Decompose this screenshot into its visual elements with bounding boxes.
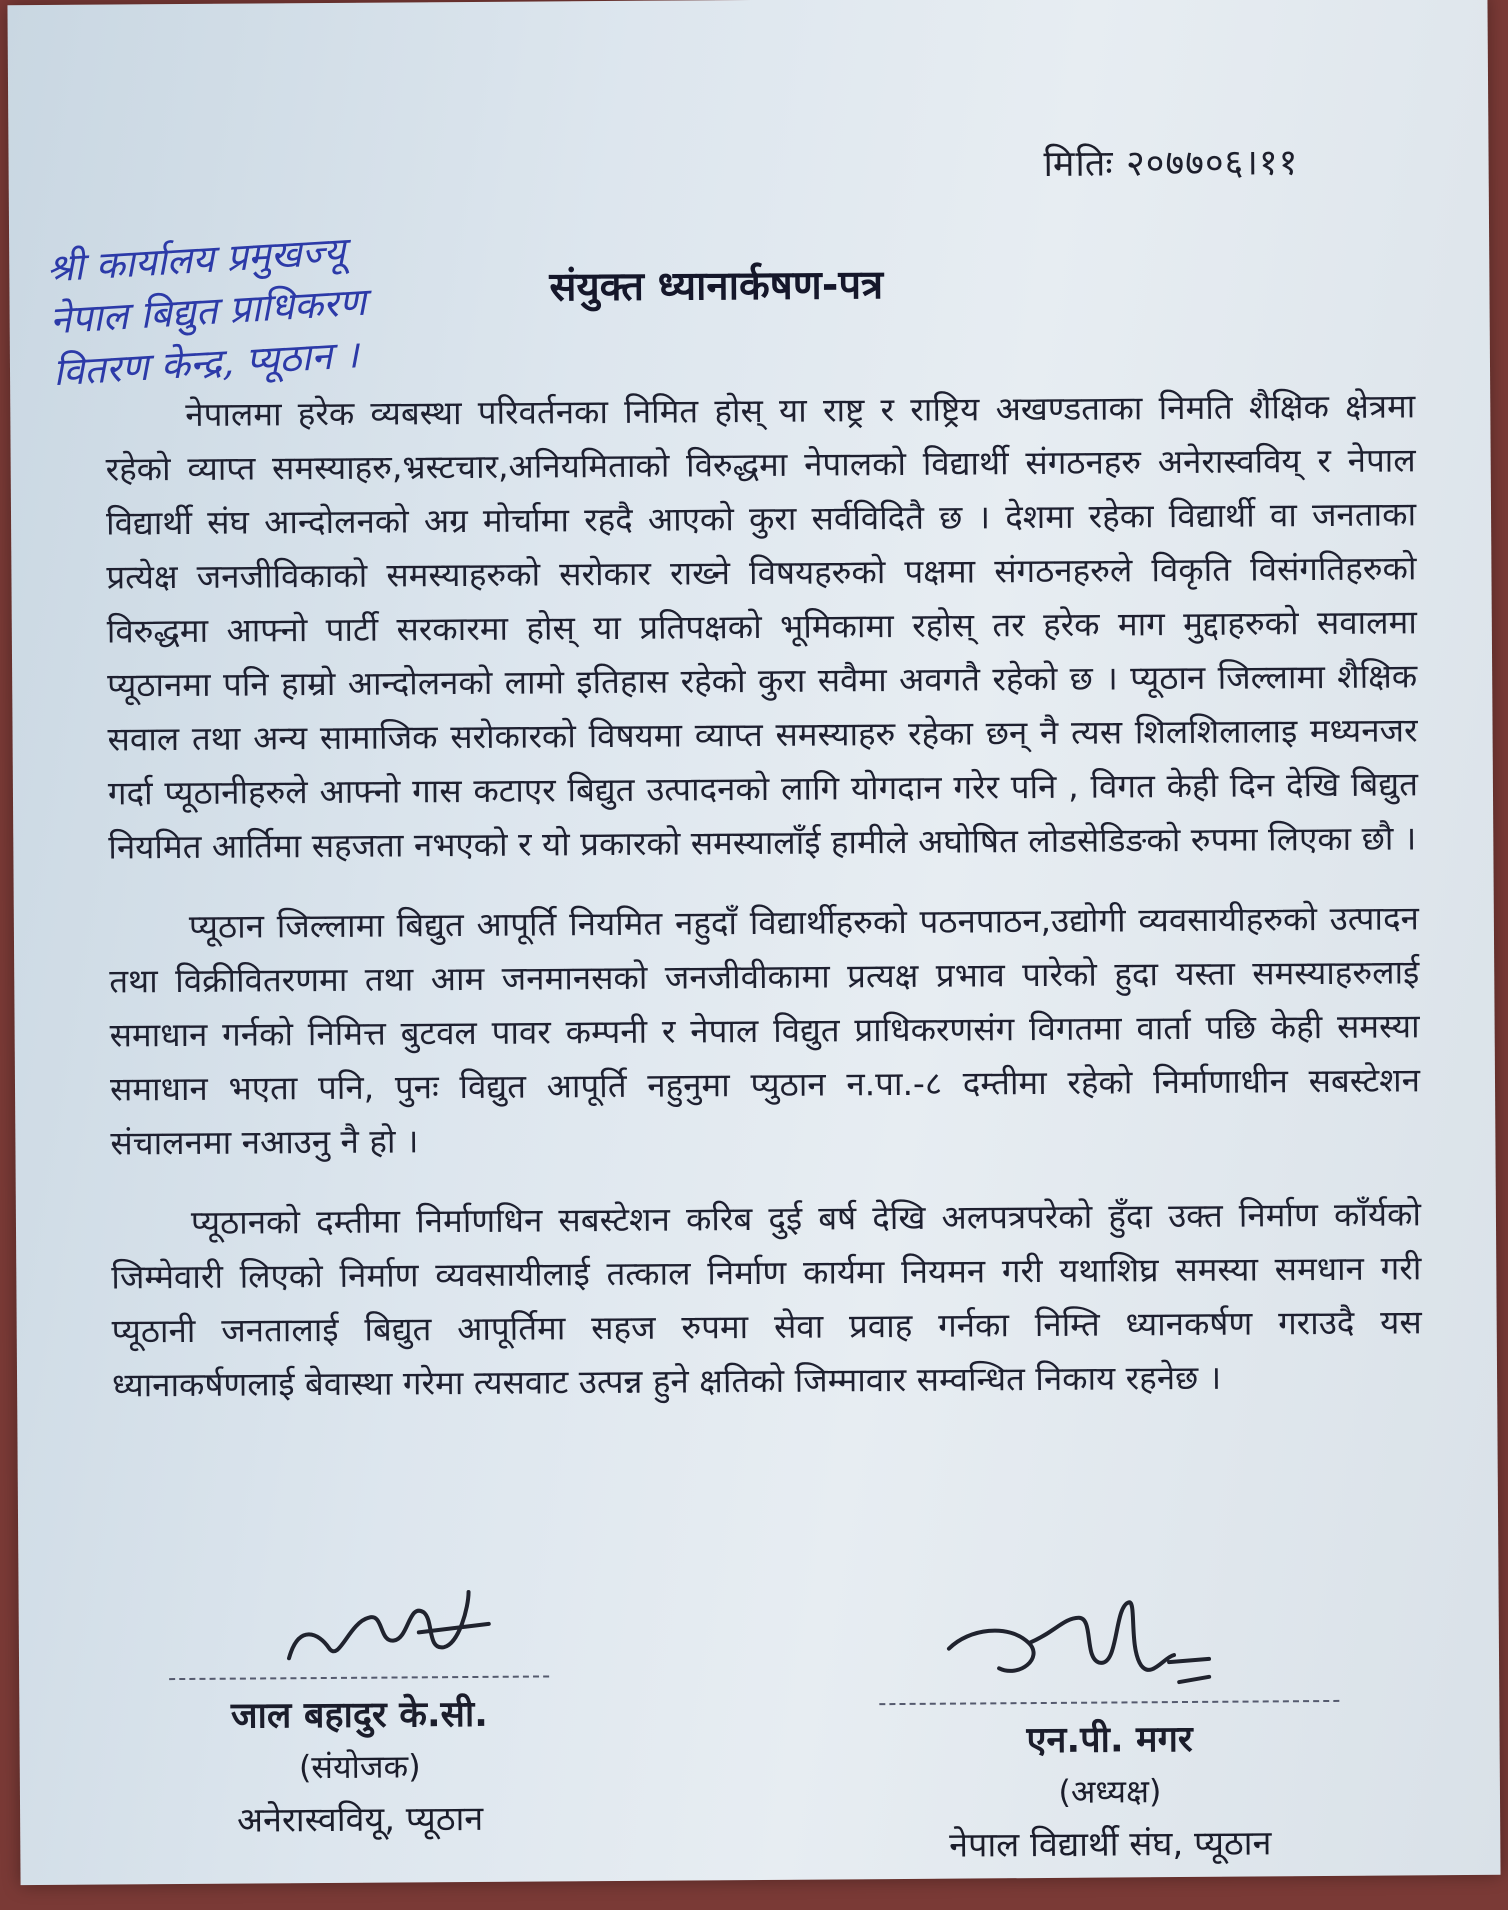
body-paragraph: नेपालमा हरेक व्यबस्था परिवर्तनका निमित होस् या राष्ट्र र राष्ट्रिय अखण्डताका निमति शैक्षिक क्षेत्रमा रहेको व्याप्त समस्याहरु,भ्रस्टचार,अनियमिताको विरुद्धमा नेपालको विद्यार्थी संगठनहरु अनेरास्वविय्‌ र नेपाल विद्यार्थी संघ आन्दोलनको अग्र मोर्चामा रहदै आएको कुरा सर्वविदितै छ । देशमा रहेका विद्यार्थी वा जनताका प्रत्येक्ष जनजीविकाको समस्याहरुको सरोकार राख्ने विषयहरुको पक्षमा संगठनहरुले विकृति विसंगतिहरुको विरुद्धमा आफ्नो पार्टी सरकारमा होस् या प्रतिपक्षको भूमिकामा रहोस् तर हरेक माग मुद्दाहरुको सवालमा प्यूठानमा पनि हाम्रो आन्दोलनको लामो इतिहास रहेको कुरा सवैमा अवगतै रहेको छ । प्यूठान जिल्लामा शैक्षिक सवाल तथा अन्य सामाजिक सरोकारको विषयमा व्याप्त समस्याहरु रहेका छन् नै त्यस शिलशिलालाइ मध्यनजर गर्दा प्यूठानीहरुले आफ्नो गास कटाएर बिद्युत उत्पादनको लागि योगदान गरेर पनि , विगत केही दिन देखि बिद्युत नियमित आर्तिमा सहजता नभएको र यो प्रकारको समस्यालाँई हामीले अघोषित लोडसेडिङको रुपमा लिएका छौ । <box>105 386 1419 867</box>
signatory-role: (अध्यक्ष) <box>1058 1772 1162 1811</box>
letter-paper <box>7 0 1500 1885</box>
signatory-org: नेपाल विद्यार्थी संघ, प्यूठान <box>949 1823 1272 1866</box>
signatory-right <box>879 1586 1341 1873</box>
signatory-name: एन.पी. मगर <box>1026 1718 1193 1762</box>
recipient-line: श्री कार्यालय प्रमुखज्यू <box>45 228 347 291</box>
handwritten-signature <box>168 1561 549 1674</box>
signatory-org: अनेरास्ववियू, प्यूठान <box>236 1798 484 1841</box>
letter-title: संयुक्त ध्यानार्कषण-पत्र <box>549 262 884 311</box>
body-paragraph: प्यूठान जिल्लामा बिद्युत आपूर्ति नियमित नहुदाँ विद्यार्थीहरुको पठनपाठन,उद्योगी व्यवसायीहरुको उत्पादन तथा विक्रीवितरणमा तथा आम जनमानसको जनजीवीकामा प्रत्यक्ष प्रभाव पारेको हुदा यस्ता समस्याहरुलाई समाधान गर्नको निमित्त बुटवल पावर कम्पनी र नेपाल विद्युत प्राधिकरणसंग विगतमा वार्ता पछि केही समस्या समाधान भएता पनि, पुनः विद्युत आपूर्ति नहुनुमा प्युठान न.पा.-८ दम्तीमा रहेको निर्माणाधीन सबस्टेशन संचालनमा नआउनु नै हो । <box>109 898 1421 1163</box>
letter-date: मितिः २०७७०६।११ <box>1043 142 1299 185</box>
recipient-line: नेपाल बिद्युत प्राधिकरण <box>48 279 368 343</box>
signature-line <box>169 1675 549 1680</box>
signatory-name: जाल बहादुर के.सी. <box>230 1693 489 1737</box>
recipient-line: वितरण केन्द्र, प्यूठान । <box>51 332 360 395</box>
signature-line <box>879 1700 1339 1705</box>
signatory-role: (संयोजक) <box>298 1747 421 1787</box>
handwritten-signature <box>879 1586 1340 1699</box>
letter-body <box>105 379 1422 1438</box>
signatory-left <box>168 1561 550 1848</box>
body-paragraph: प्यूठानको दम्तीमा निर्माणधिन सबस्टेशन करिब दुई बर्ष देखि अलपत्रपरेको हुँदा उक्त निर्माण काँर्यको जिम्मेवारी लिएको निर्माण व्यवसायीलाई तत्काल निर्माण कार्यमा नियमन गरी यथाशिघ्र समस्या समधान गरी प्यूठानी जनतालाई बिद्युत आपूर्तिमा सहज रुपमा सेवा प्रवाह गर्नका निम्ति ध्यानकर्षण गराउदै यस ध्यानाकर्षणलाई बेवास्था गरेमा त्यसवाट उत्पन्न हुने क्षतिको जिम्मावार सम्वन्धित निकाय रहनेछ । <box>111 1194 1422 1405</box>
recipient-address <box>45 216 493 398</box>
